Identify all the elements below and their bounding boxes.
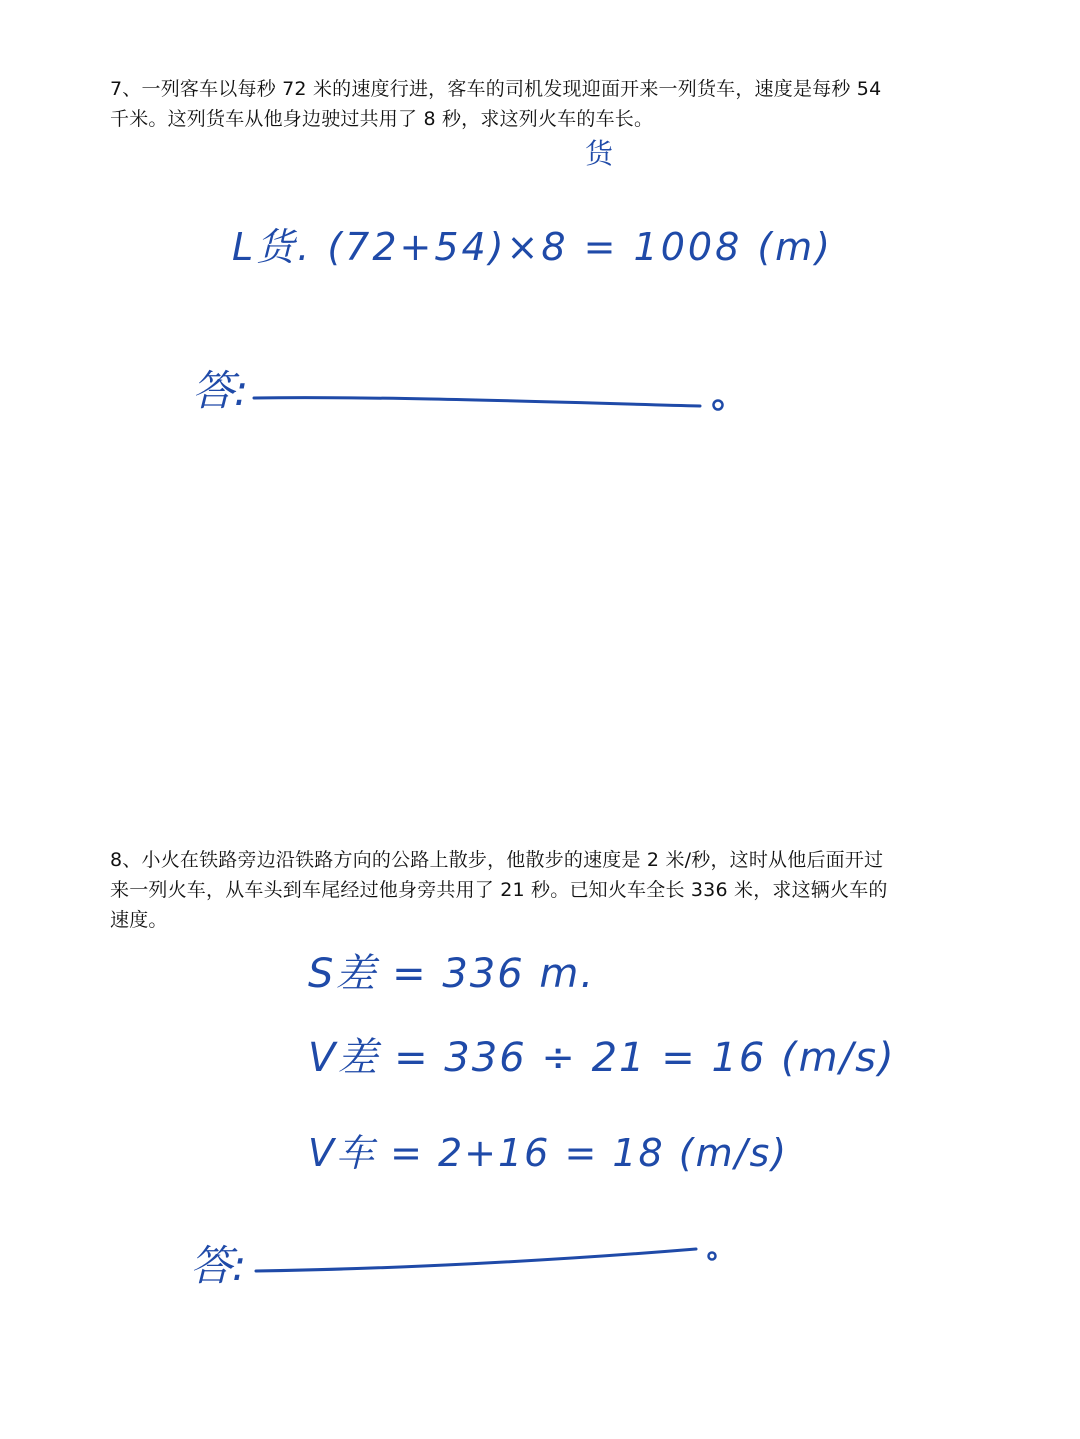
problem-7-line-1: 7、一列客车以每秒 72 米的速度行进，客车的司机发现迎面开来一列货车，速度是每秒 54 [110, 78, 882, 100]
problem-7 [110, 74, 976, 134]
answer-label-7: 答: [192, 366, 249, 415]
problem-7-line-2: 千米。这列货车从他身边驶过共用了 8 秒，求这列火车的车长。 [110, 108, 654, 130]
answer-period-7 [714, 401, 723, 410]
handwritten-solution-8-line-3: V车 = 2+16 = 18 (m/s) [308, 1131, 789, 1175]
answer-underline-7 [192, 350, 752, 430]
problem-8 [110, 845, 976, 935]
handwritten-solution-7: L货. (72+54)×8 = 1008 (m) [232, 225, 833, 269]
problem-8-line-3: 速度。 [110, 909, 168, 931]
answer-underline-8 [190, 1225, 750, 1305]
problem-8-line-2: 来一列火车，从车头到车尾经过他身旁共用了 21 秒。已知火车全长 336 米，求这辆火车的 [110, 879, 888, 901]
handwritten-correction: 货 [585, 137, 615, 170]
problem-8-line-1: 8、小火在铁路旁边沿铁路方向的公路上散步，他散步的速度是 2 米/秒，这时从他后面开过 [110, 849, 884, 871]
answer-line-8 [190, 1225, 750, 1305]
handwritten-solution-8-line-1: S差 = 336 m. [308, 951, 596, 997]
handwritten-solution-8-line-2: V差 = 336 ÷ 21 = 16 (m/s) [308, 1035, 896, 1081]
answer-period-8 [709, 1253, 716, 1260]
answer-label-8: 答: [190, 1241, 247, 1290]
answer-line-7 [192, 350, 752, 430]
